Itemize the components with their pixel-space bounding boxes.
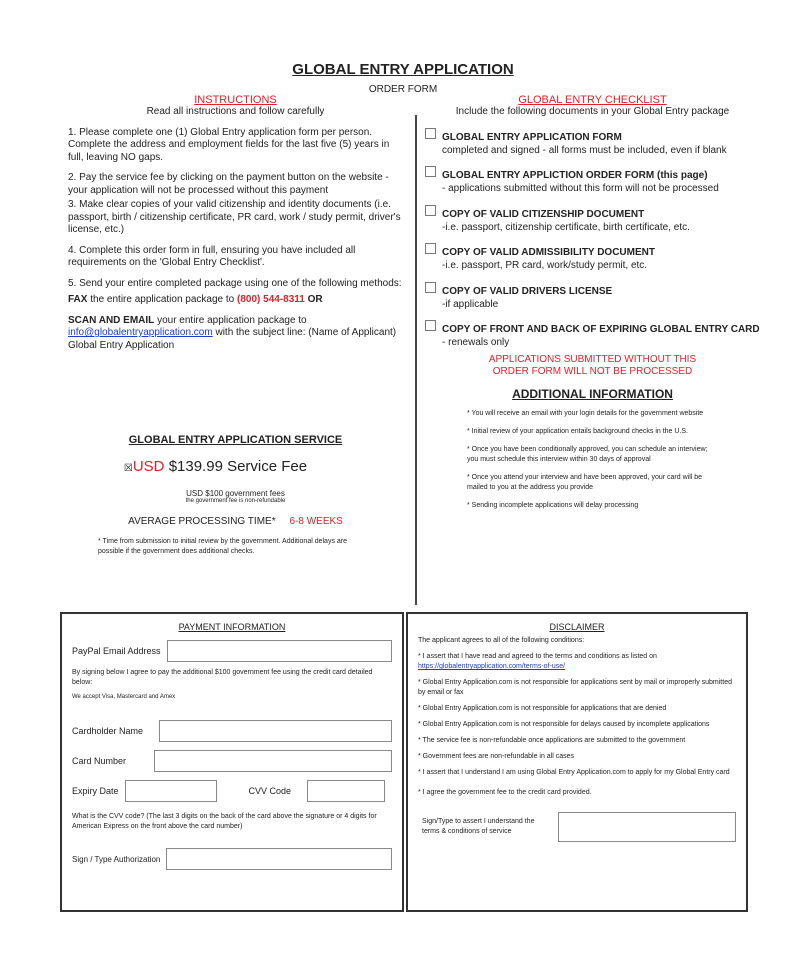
checklist-item-note: -i.e. passport, PR card, work/study permit, etc.: [442, 260, 648, 271]
instruction-step: 4. Complete this order form in full, ensuring you have included all requirements on the 'Global Entry Checklist'.: [68, 244, 356, 268]
document-title: GLOBAL ENTRY APPLICATION: [292, 61, 514, 78]
payment-heading: PAYMENT INFORMATION: [178, 622, 286, 632]
checklist-item: [425, 127, 760, 158]
card-number-input[interactable]: [154, 750, 392, 772]
service-section: [68, 434, 403, 557]
document-subtitle: ORDER FORM: [368, 84, 438, 95]
disclaimer-item: * Global Entry Application.com is not responsible for delays caused by incomplete applications: [418, 721, 710, 728]
info-item: * Initial review of your application entails background checks in the U.S.: [467, 427, 689, 435]
fax-label: FAX: [68, 294, 88, 305]
disclaimer-intro: The applicant agrees to all of the following conditions:: [418, 637, 585, 644]
disclaimer-item: * I agree the government fee to the credit card provided.: [418, 789, 592, 796]
checklist-item-title: GLOBAL ENTRY APPLICTION ORDER FORM (this page): [442, 170, 708, 181]
gov-fee: USD $100 government fees: [186, 489, 285, 498]
agree-text: By signing below I agree to pay the additional $100 government fee using the credit card detailed below:: [72, 669, 373, 686]
sign-label: Sign / Type Authorization: [72, 854, 161, 864]
terms-link[interactable]: https://globalentryapplication.com/terms-of-use/: [418, 663, 566, 670]
info-item: * Sending incomplete applications will delay processing: [467, 501, 639, 509]
checklist-item-note: -if applicable: [442, 298, 499, 310]
currency-label: USD: [132, 458, 165, 475]
email-subject: with the subject line: (Name of Applicant) Global Entry Application: [68, 327, 397, 351]
expiry-label: Expiry Date: [72, 786, 119, 796]
checkbox[interactable]: [425, 128, 436, 139]
service-fee: [68, 458, 363, 475]
checklist-heading: GLOBAL ENTRY CHECKLIST: [518, 94, 667, 106]
processing-label: AVERAGE PROCESSING TIME*: [128, 516, 276, 527]
instructions-heading: INSTRUCTIONS: [194, 94, 277, 106]
checklist-item: [425, 204, 760, 235]
checklist-item: [425, 242, 760, 273]
service-heading: GLOBAL ENTRY APPLICATION SERVICE: [128, 434, 343, 446]
instruction-step: 3. Make clear copies of your valid citizenship and identity documents (i.e. passport, birth / citizenship certificate, PR card, work / study permit, driver's license, etc.): [68, 199, 401, 235]
info-item: * Once you attend your interview and have been approved, your card will be mailed to you at the address you provide: [467, 473, 703, 491]
disclaimer-sign-input[interactable]: [558, 812, 736, 842]
processing-time: [68, 516, 403, 527]
checklist-warning: APPLICATIONS SUBMITTED WITHOUT THIS ORDER FORM WILL NOT BE PROCESSED: [488, 353, 697, 377]
instruction-step: 5. Send your entire completed package using one of the following methods:: [68, 277, 402, 289]
checkbox-checked-icon[interactable]: ☒: [123, 463, 133, 474]
checklist-item: [425, 319, 760, 350]
disclaimer-item: * Global Entry Application.com is not responsible for applications sent by mail or improperly submitted by email or fax: [418, 679, 732, 696]
instructions-section: [68, 94, 403, 360]
paypal-email-input[interactable]: [167, 640, 392, 662]
email-text: your entire application package to: [157, 314, 307, 326]
email-label: SCAN AND EMAIL: [68, 314, 155, 326]
disclaimer-item: * The service fee is non-refundable once applications are submitted to the government: [418, 737, 686, 744]
disclaimer-item: [418, 652, 736, 672]
checklist-intro: Include the following documents in your Global Entry package: [455, 106, 730, 117]
disclaimer-box: [406, 612, 748, 912]
disclaimer-heading: DISCLAIMER: [549, 622, 605, 632]
cards-accepted: We accept Visa, Mastercard and Amex: [72, 694, 176, 700]
fax-text: the entire application package to: [90, 294, 235, 305]
checklist-item-title: GLOBAL ENTRY APPLICATION FORM: [442, 131, 622, 143]
checklist-item: [425, 165, 760, 196]
disclaimer-item: * Global Entry Application.com is not responsible for applications that are denied: [418, 705, 667, 712]
additional-heading: ADDITIONAL INFORMATION: [512, 386, 673, 401]
checklist-item-title: COPY OF VALID CITIZENSHIP DOCUMENT: [442, 208, 645, 220]
sign-authorization-input[interactable]: [166, 848, 392, 870]
checklist-item-title: COPY OF VALID DRIVERS LICENSE: [442, 285, 613, 297]
checklist-item-note: - applications submitted without this form will not be processed: [442, 183, 719, 194]
cvv-help: What is the CVV code? (The last 3 digits on the back of the card above the signature or 4 digits for American Express on the front above the card number): [72, 813, 377, 830]
gov-fee-note: the government fee is non-refundable: [185, 498, 286, 504]
disclaimer-item-text: * I assert that I have read and agreed to the terms and conditions as listed on: [418, 653, 657, 660]
service-footnote: * Time from submission to initial review by the government. Additional delays are possible if the government does additional checks.: [98, 538, 348, 555]
cardholder-name-input[interactable]: [159, 720, 392, 742]
checklist-item-title: COPY OF FRONT AND BACK OF EXPIRING GLOBAL ENTRY CARD: [442, 324, 760, 335]
checklist-item-note: -i.e. passport, citizenship certificate, birth certificate, etc.: [442, 221, 690, 233]
paypal-label: PayPal Email Address: [72, 646, 161, 656]
checkbox[interactable]: [425, 282, 436, 293]
checkbox[interactable]: [425, 243, 436, 254]
checkbox[interactable]: [425, 320, 436, 331]
checklist-item-note: - renewals only: [442, 337, 510, 348]
payment-information-box: [60, 612, 404, 912]
disclaimer-item: * Government fees are non-refundable in all cases: [418, 753, 575, 760]
cardholder-label: Cardholder Name: [72, 726, 144, 736]
info-item: * You will receive an email with your login details for the government website: [467, 409, 704, 417]
fax-line: [68, 294, 403, 307]
disclaimer-sign-label: Sign/Type to assert I understand the terms & conditions of service: [422, 818, 535, 835]
checklist-section: [425, 94, 760, 511]
disclaimer-item: * I assert that I understand I am using Global Entry Application.com to apply for my Global Entry card: [418, 769, 730, 776]
instruction-step: 1. Please complete one (1) Global Entry application form per person. Complete the address and employment fields for the last five (5) years in full, leaving NO gaps.: [68, 126, 390, 163]
instruction-step: 2. Pay the service fee by clicking on the payment button on the website - your application will not be processed without this payment: [68, 172, 389, 196]
or-label: OR: [307, 294, 323, 305]
fee-amount: $139.99 Service Fee: [168, 458, 308, 475]
email-line: [68, 315, 403, 353]
checklist-item-note: completed and signed - all forms must be included, even if blank: [442, 144, 727, 156]
instructions-intro: Read all instructions and follow carefully: [146, 106, 325, 117]
checkbox[interactable]: [425, 166, 436, 177]
cvv-input[interactable]: [307, 780, 385, 802]
checklist-item: [425, 281, 760, 312]
fax-number: (800) 544-8311: [237, 294, 305, 305]
processing-value: 6-8 WEEKS: [289, 516, 343, 527]
expiry-date-input[interactable]: [125, 780, 217, 802]
column-divider: [415, 115, 417, 605]
card-number-label: Card Number: [72, 756, 127, 766]
email-link[interactable]: info@globalentryapplication.com: [68, 327, 213, 338]
checkbox[interactable]: [425, 205, 436, 216]
info-item: * Once you have been conditionally approved, you can schedule an interview; you must schedule this interview within 30 days of approval: [467, 445, 708, 463]
checklist-item-title: COPY OF VALID ADMISSIBILITY DOCUMENT: [442, 247, 655, 258]
cvv-label: CVV Code: [248, 786, 292, 796]
